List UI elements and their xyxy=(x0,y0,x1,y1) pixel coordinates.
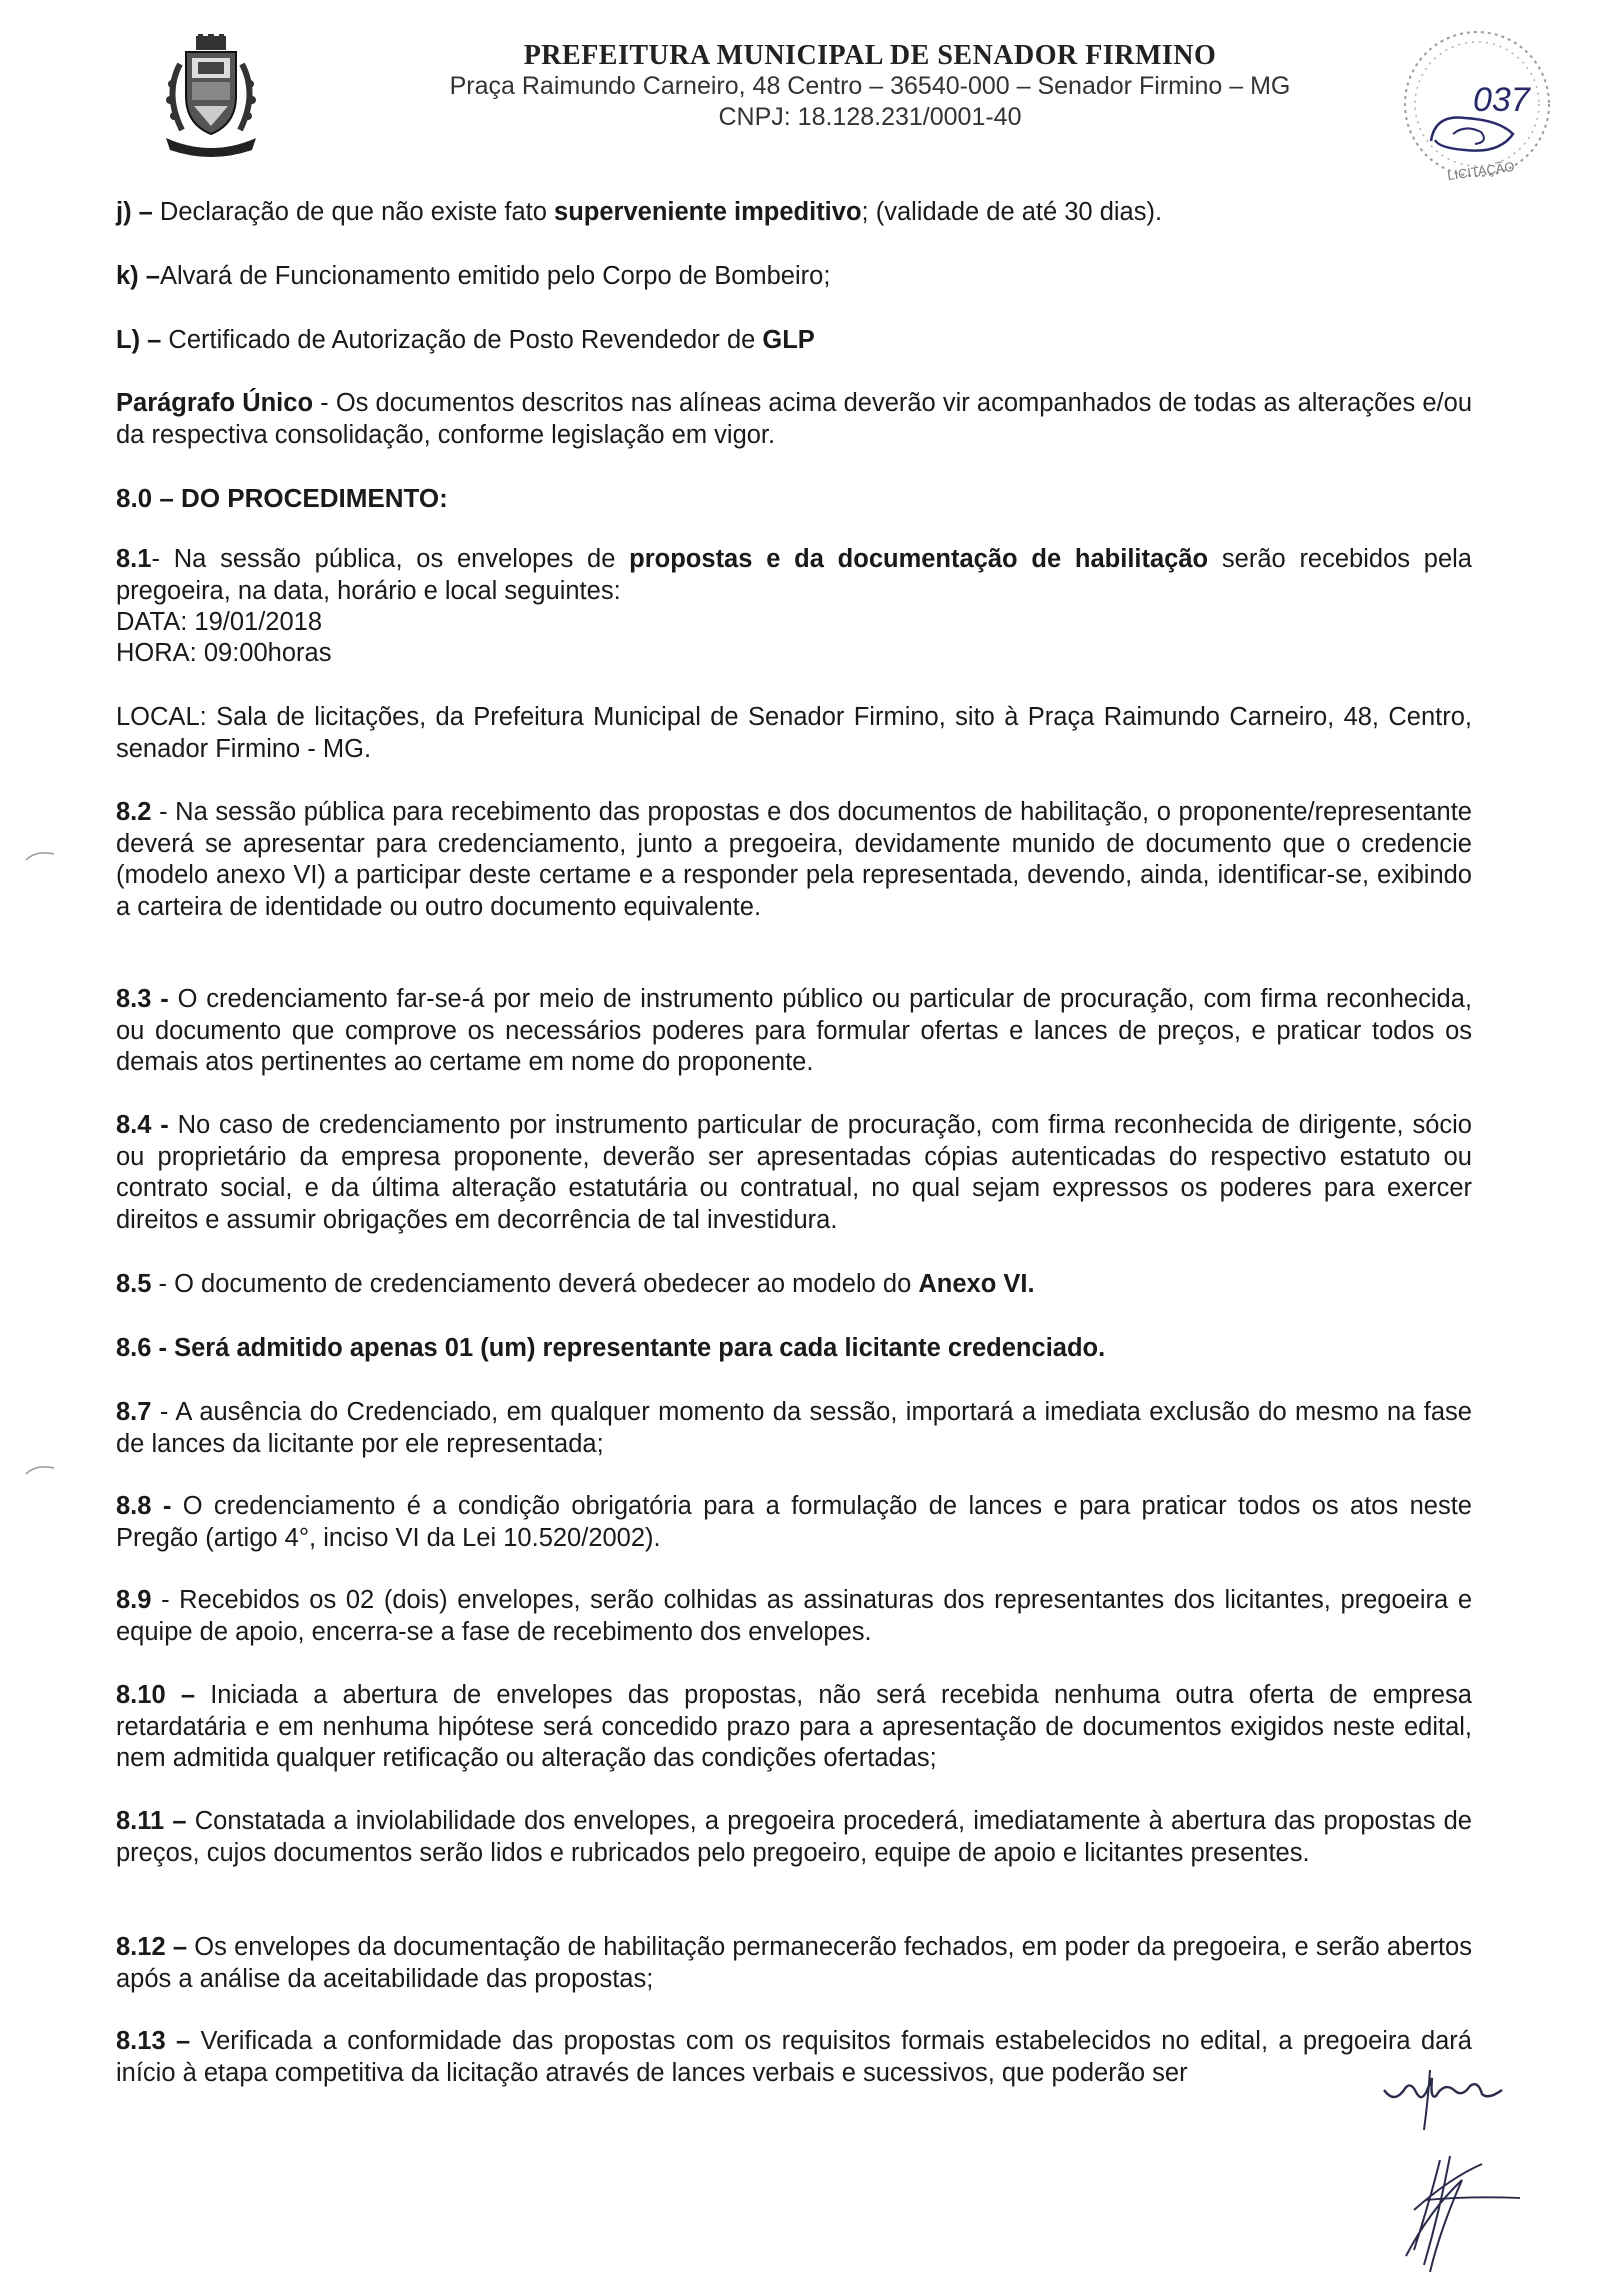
clause-8-1-local: LOCAL: Sala de licitações, da Prefeitura Municipal de Senador Firmino, sito à Praça Raimundo Carneiro, 48, Centro, senador Firmino - MG. xyxy=(116,703,1472,763)
item-j: j) – Declaração de que não existe fato superveniente impeditivo; (validade de até 30 dias). xyxy=(116,198,1163,226)
margin-mark xyxy=(24,848,60,862)
clause-8-7: 8.7 - A ausência do Credenciado, em qualquer momento da sessão, importará a imediata exclusão do mesmo na fase de lances da licitante por ele representada; xyxy=(116,1398,1472,1458)
clause-8-9: 8.9 - Recebidos os 02 (dois) envelopes, serão colhidas as assinaturas dos representantes dos licitantes, pregoeira e equipe de apoio, encerra-se a fase de recebimento dos envelopes. xyxy=(116,1586,1472,1646)
item-l: L) – Certificado de Autorização de Posto Revendedor de GLP xyxy=(116,326,815,354)
letterhead xyxy=(0,0,1600,184)
clause-8-10: 8.10 – Iniciada a abertura de envelopes das propostas, não será recebida nenhuma outra oferta de empresa retardatária e em nenhuma hipótese será concedido prazo para a apresentação de documentos exigidos neste edital, nem admitida qualquer retificação ou alteração das condições ofertadas; xyxy=(116,1681,1472,1772)
signature-icon xyxy=(1370,2060,1570,2280)
section-title: 8.0 – DO PROCEDIMENTO: xyxy=(116,483,448,513)
clause-8-4: 8.4 - No caso de credenciamento por instrumento particular de procuração, com firma reconhecida de dirigente, sócio ou proprietário da empresa proponente, deverão ser apresentadas cópias autenticadas do respectivo estatuto ou contrato social, e da última alteração estatutária ou contratual, no qual sejam expressos os poderes para exercer direitos e assumir obrigações em decorrência de tal investidura. xyxy=(116,1111,1472,1234)
clause-8-11: 8.11 – Constatada a inviolabilidade dos envelopes, a pregoeira procederá, imediatamente à abertura das propostas de preços, cujos documentos serão lidos e rubricados pelo pregoeiro, equipe de apoio e licitantes presentes. xyxy=(116,1807,1472,1867)
clause-8-12: 8.12 – Os envelopes da documentação de habilitação permanecerão fechados, em poder da pregoeira, e serão abertos após a análise da aceitabilidade das propostas; xyxy=(116,1933,1472,1993)
clause-8-1-time: HORA: 09:00horas xyxy=(116,639,332,667)
org-name: PREFEITURA MUNICIPAL DE SENADOR FIRMINO xyxy=(523,40,1217,71)
org-address: Praça Raimundo Carneiro, 48 Centro – 36540-000 – Senador Firmino – MG xyxy=(449,72,1291,100)
paragrafo-unico: Parágrafo Único - Os documentos descritos nas alíneas acima deverão vir acompanhados de todas as alterações e/ou da respectiva consolidação, conforme legislação em vigor. xyxy=(116,389,1472,449)
clause-8-8: 8.8 - O credenciamento é a condição obrigatória para a formulação de lances e para praticar todos os atos neste Pregão (artigo 4°, inciso VI da Lei 10.520/2002). xyxy=(116,1492,1472,1552)
svg-text:LICITAÇÃO: LICITAÇÃO xyxy=(1446,158,1516,184)
clause-8-6: 8.6 - Será admitido apenas 01 (um) representante para cada licitante credenciado. xyxy=(116,1334,1106,1362)
clause-8-2: 8.2 - Na sessão pública para recebimento das propostas e dos documentos de habilitação, o proponente/representante deverá se apresentar para credenciamento, junto a pregoeira, devidamente munido de documento que o credencie (modelo anexo VI) a participar deste certame e a responder pela representada, devendo, ainda, identificar-se, exibindo a carteira de identidade ou outro documento equivalente. xyxy=(116,798,1472,921)
margin-mark xyxy=(24,1462,60,1476)
clause-8-5: 8.5 - O documento de credenciamento deverá obedecer ao modelo do Anexo VI. xyxy=(116,1270,1035,1298)
clause-8-13: 8.13 – Verificada a conformidade das propostas com os requisitos formais estabelecidos no edital, a pregoeira dará início à etapa competitiva da licitação através de lances verbais e sucessivos, que poderão ser xyxy=(116,2027,1472,2087)
clause-8-1-date: DATA: 19/01/2018 xyxy=(116,608,323,636)
municipal-crest-icon xyxy=(158,34,264,158)
clause-8-1: 8.1- Na sessão pública, os envelopes de propostas e da documentação de habilitação serão recebidos pela pregoeira, na data, horário e local seguintes: xyxy=(116,545,1472,605)
clause-8-3: 8.3 - O credenciamento far-se-á por meio de instrumento público ou particular de procuração, com firma reconhecida, ou documento que comprove os necessários poderes para formular ofertas e lances de preços, e praticar todos os demais atos pertinentes ao certame em nome do proponente. xyxy=(116,985,1472,1076)
org-cnpj: CNPJ: 18.128.231/0001-40 xyxy=(718,103,1022,131)
item-k: k) –Alvará de Funcionamento emitido pelo Corpo de Bombeiro; xyxy=(116,262,831,290)
licitacao-stamp xyxy=(1395,16,1560,196)
svg-text:037: 037 xyxy=(1473,81,1530,119)
